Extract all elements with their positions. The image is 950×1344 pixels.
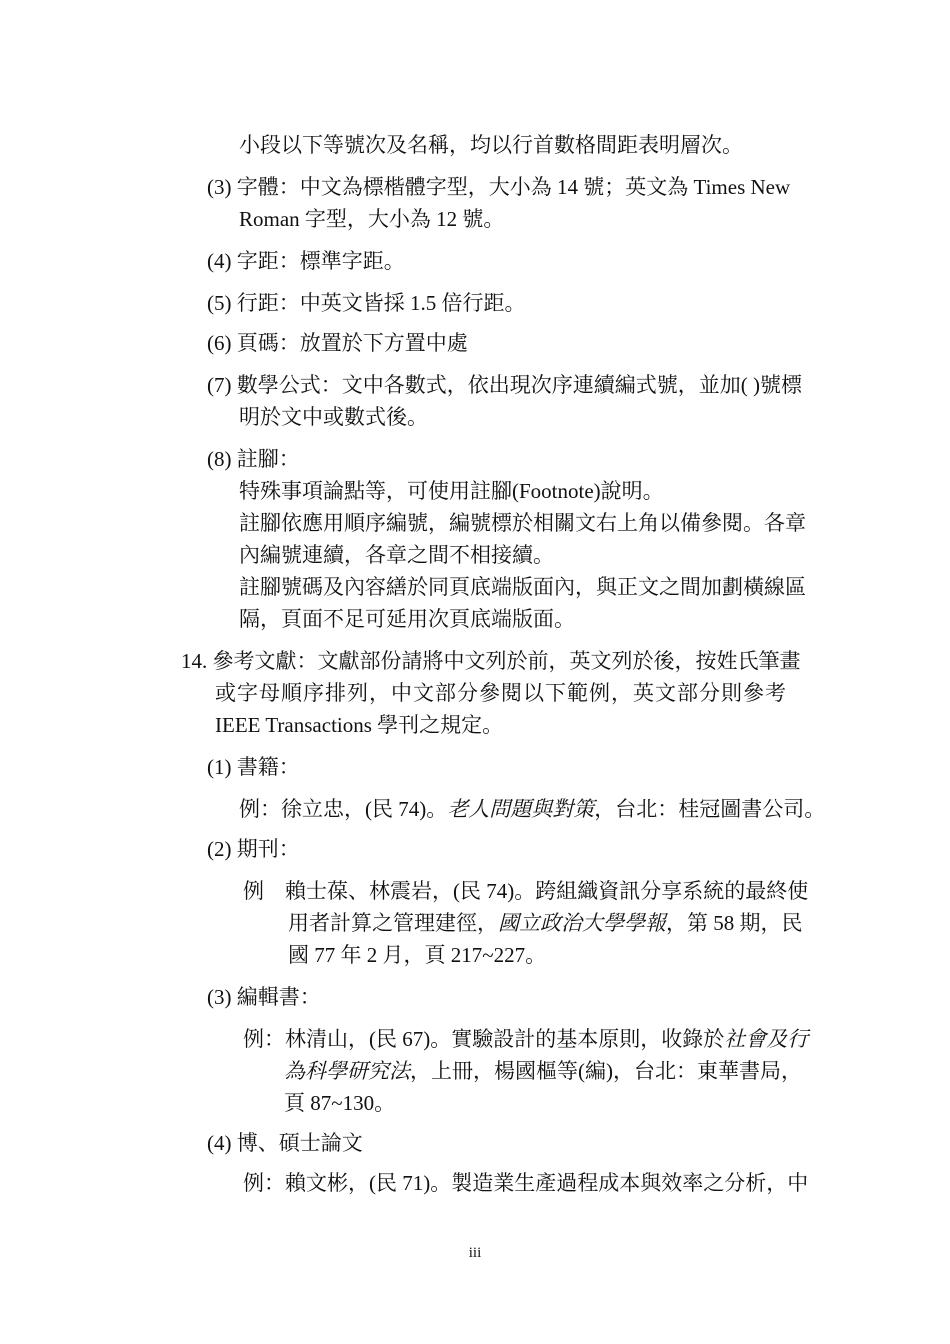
list-item-journals: (2) 期刊： (207, 837, 300, 861)
list-item-edited-books: (3) 編輯書： (207, 985, 321, 1009)
text-line: IEEE Transactions 學刊之規定。 (215, 713, 504, 737)
text-line: 隔，頁面不足可延用次頁底端版面。 (239, 607, 575, 631)
text-span: 例：林清山，(民 67)。實驗設計的基本原則，收錄於 (243, 1027, 725, 1051)
text-line (284, 1055, 802, 1087)
example-edited-book (243, 1023, 808, 1055)
text-line: 特殊事項論點等，可使用註腳(Footnote)說明。 (239, 479, 664, 503)
list-item-theses: (4) 博、碩士論文 (207, 1131, 363, 1155)
text-line: 明於文中或數式後。 (239, 405, 428, 429)
text-span: 用者計算之管理建徑， (288, 911, 498, 935)
text-line: 頁 87~130。 (284, 1091, 396, 1115)
text-span: 例：徐立忠，(民 74)。 (239, 797, 448, 821)
list-item-font: (3) 字體：中文為標楷體字型，大小為 14 號；英文為 Times New (207, 175, 791, 199)
list-item-line-spacing: (5) 行距：中英文皆採 1.5 倍行距。 (207, 291, 526, 315)
list-item-page-number: (6) 頁碼：放置於下方置中處 (207, 331, 468, 355)
text-line: 內編號連續，各章之間不相接續。 (239, 543, 554, 567)
example-book (239, 793, 825, 825)
book-title: 為科學研究法 (284, 1059, 410, 1083)
text-line: 國 77 年 2 月，頁 217~227。 (288, 943, 547, 967)
text-span: ，台北：桂冠圖書公司。 (594, 797, 826, 821)
text-line (288, 907, 803, 939)
text-span: ，第 58 期，民 (666, 911, 803, 935)
text-line: 或字母順序排列，中文部分參閱以下範例，英文部分則參考 (215, 681, 787, 705)
book-title: 老人問題與對策 (447, 797, 595, 821)
section-references: 14. 參考文獻：文獻部份請將中文列於前，英文列於後，按姓氏筆畫 (181, 649, 801, 673)
text-span: ，上冊，楊國樞等(編)，台北：東華書局， (410, 1059, 802, 1083)
list-item-char-spacing: (4) 字距：標準字距。 (207, 249, 405, 273)
journal-title: 國立政治大學學報 (498, 911, 666, 935)
list-item-math-formula: (7) 數學公式：文中各數式，依出現次序連續編式號，並加( )號標 (207, 373, 802, 397)
book-title: 社會及行 (724, 1027, 809, 1051)
example-journal: 例 賴士葆、林震岩，(民 74)。跨組織資訊分享系統的最終使 (243, 879, 809, 903)
list-item-footnote: (8) 註腳： (207, 447, 300, 471)
example-thesis: 例：賴文彬，(民 71)。製造業生產過程成本與效率之分析，中 (243, 1171, 809, 1195)
text-line: Roman 字型，大小為 12 號。 (239, 207, 505, 231)
page-number: iii (468, 1245, 482, 1261)
text-line: 小段以下等號次及名稱，均以行首數格間距表明層次。 (239, 133, 743, 157)
text-line: 註腳依應用順序編號，編號標於相關文右上角以備參閱。各章 (239, 511, 806, 535)
list-item-books: (1) 書籍： (207, 755, 300, 779)
text-line: 註腳號碼及內容繕於同頁底端版面內，與正文之間加劃橫線區 (239, 575, 806, 599)
